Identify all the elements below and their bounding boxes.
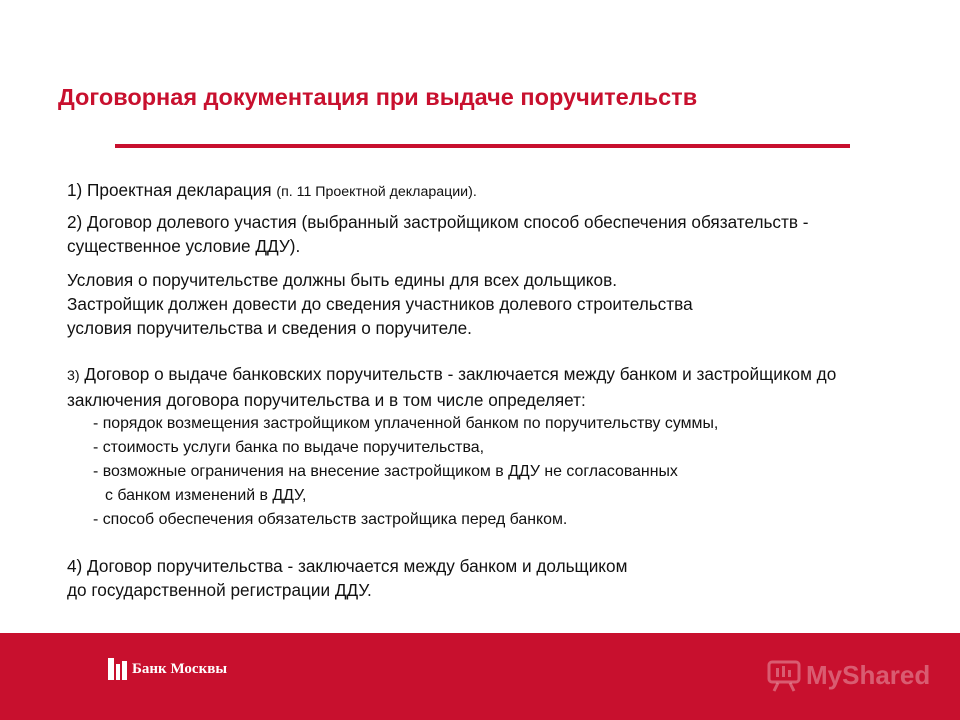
sub-item: - порядок возмещения застройщиком уплаченной банком по поручительству суммы, — [93, 415, 719, 432]
bank-logo — [108, 658, 227, 680]
item-4-line-2: до государственной регистрации ДДУ. — [67, 580, 372, 600]
watermark — [766, 655, 930, 695]
item-1-text: 1) Проектная декларация — [67, 180, 277, 200]
watermark-text: MyShared — [806, 659, 931, 690]
slide-body — [67, 178, 927, 602]
item-3-number: 3) — [67, 368, 80, 384]
item-2: 2) Договор долевого участия (выбранный застройщиком способ обеспечения обязательств - существенное условие ДДУ). — [67, 212, 809, 256]
item-3-text: Договор о выдаче банковских поручительств - заключается между банком и застройщиком до заключения договора поручительства и в том числе определяет: — [67, 364, 837, 410]
item-1-note: (п. 11 Проектной декларации). — [276, 184, 477, 200]
item-4-line-1: 4) Договор поручительства - заключается между банком и дольщиком — [67, 556, 628, 576]
item-3-sublist — [67, 412, 927, 532]
conditions-line-2: Застройщик должен довести до сведения участников долевого строительства — [67, 294, 693, 314]
sub-item: - способ обеспечения обязательств застройщика перед банком. — [93, 511, 568, 528]
bank-name: Банк Москвы — [132, 660, 228, 677]
sub-item-continuation: с банком изменений в ДДУ, — [105, 487, 307, 504]
sub-item: - стоимость услуги банка по выдаче поручительства, — [93, 439, 484, 456]
slide-title: Договорная документация при выдаче поручительств — [58, 84, 698, 110]
presentation-icon — [766, 657, 802, 693]
sub-item: - возможные ограничения на внесение застройщиком в ДДУ не согласованных — [93, 463, 678, 480]
conditions-line-3: условия поручительства и сведения о поручителе. — [67, 318, 472, 338]
title-underline — [115, 144, 850, 148]
item-3 — [67, 362, 927, 412]
bank-logo-icon — [108, 658, 128, 680]
item-1 — [67, 178, 927, 204]
conditions-line-1: Условия о поручительстве должны быть едины для всех дольщиков. — [67, 270, 617, 290]
